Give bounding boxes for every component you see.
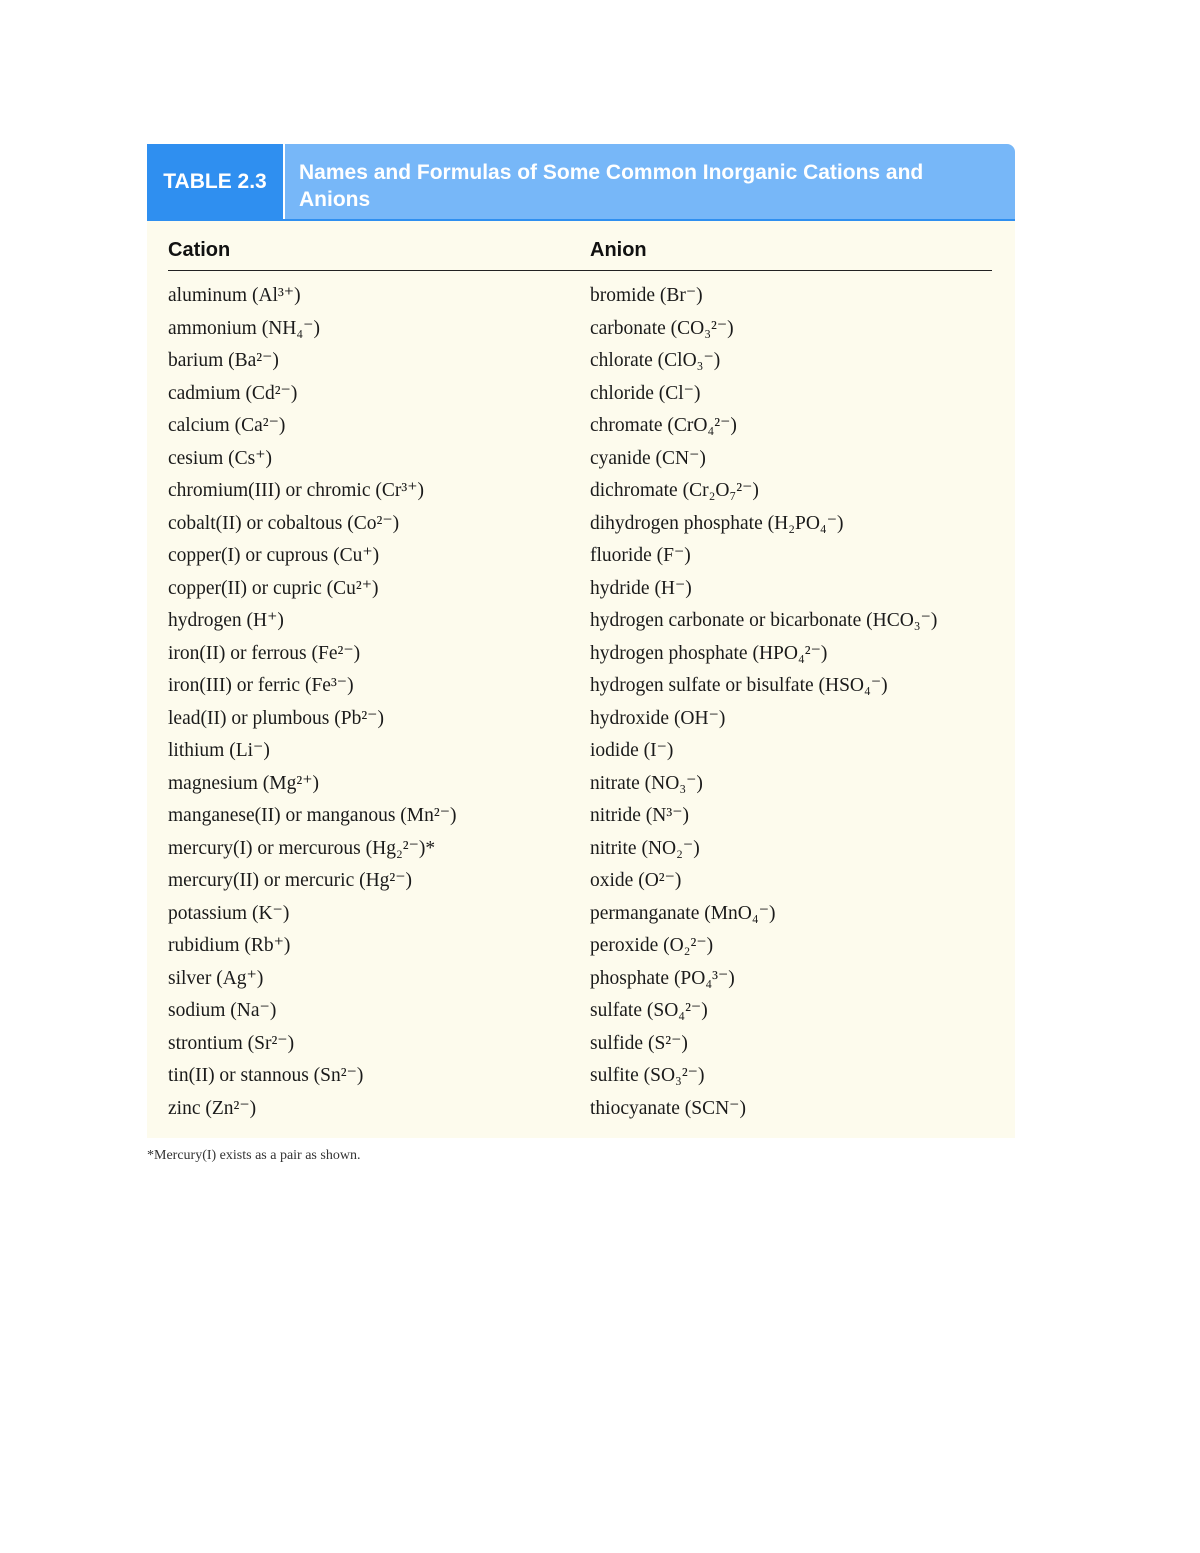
cation-row: potassium (K⁻)	[168, 902, 290, 924]
anion-row: hydrogen phosphate (HPO₄²⁻)	[590, 642, 828, 664]
cation-row: lithium (Li⁻)	[168, 740, 270, 761]
anion-row: dihydrogen phosphate (H₂PO₄⁻)	[590, 512, 844, 534]
anion-list	[590, 280, 1010, 1125]
table-footnote: *Mercury(I) exists as a pair as shown.	[147, 1148, 361, 1163]
cation-row: aluminum (Al³⁺)	[168, 285, 301, 306]
cation-row: iron(III) or ferric (Fe³⁻)	[168, 675, 354, 696]
anion-row: thiocyanate (SCN⁻)	[590, 1097, 746, 1119]
cation-row: cesium (Cs⁺)	[168, 447, 272, 469]
anion-row: sulfide (S²⁻)	[590, 1032, 688, 1054]
cation-row: lead(II) or plumbous (Pb²⁻)	[168, 707, 384, 729]
header-divider	[147, 219, 1015, 221]
cation-row: ammonium (NH₄⁻)	[168, 317, 320, 339]
anion-row: hydride (H⁻)	[590, 577, 692, 599]
anion-row: nitrite (NO₂⁻)	[590, 837, 700, 859]
anion-row: iodide (I⁻)	[590, 740, 674, 761]
anion-row: oxide (O²⁻)	[590, 870, 682, 891]
cation-row: mercury(I) or mercurous (Hg₂²⁻)*	[168, 837, 436, 859]
cation-row: strontium (Sr²⁻)	[168, 1032, 295, 1054]
anion-row: bromide (Br⁻)	[590, 285, 703, 306]
cation-list	[168, 280, 578, 1125]
anion-row: nitrate (NO₃⁻)	[590, 772, 703, 794]
anion-row: permanganate (MnO₄⁻)	[590, 902, 776, 924]
anion-row: fluoride (F⁻)	[590, 545, 691, 566]
cation-row: manganese(II) or manganous (Mn²⁻)	[168, 805, 457, 826]
table-label: TABLE 2.3	[147, 144, 285, 220]
cation-row: cobalt(II) or cobaltous (Co²⁻)	[168, 512, 400, 534]
cation-row: copper(II) or cupric (Cu²⁺)	[168, 577, 379, 599]
column-header-anion: Anion	[590, 239, 647, 261]
column-header-cation: Cation	[168, 239, 231, 261]
cation-row: cadmium (Cd²⁻)	[168, 382, 298, 404]
cation-row: iron(II) or ferrous (Fe²⁻)	[168, 642, 361, 664]
anion-row: nitride (N³⁻)	[590, 805, 689, 826]
cation-row: calcium (Ca²⁻)	[168, 415, 286, 436]
cation-row: magnesium (Mg²⁺)	[168, 772, 319, 794]
column-header-divider	[168, 270, 992, 271]
anion-row: hydrogen carbonate or bicarbonate (HCO₃⁻)	[590, 610, 938, 631]
cation-row: sodium (Na⁻)	[168, 1000, 277, 1021]
cation-row: chromium(III) or chromic (Cr³⁺)	[168, 480, 425, 501]
anion-row: cyanide (CN⁻)	[590, 447, 706, 469]
anion-row: chlorate (ClO₃⁻)	[590, 350, 721, 371]
table-card	[147, 144, 1015, 1138]
cation-row: mercury(II) or mercuric (Hg²⁻)	[168, 870, 413, 891]
anion-row: hydrogen sulfate or bisulfate (HSO₄⁻)	[590, 675, 888, 696]
anion-row: chromate (CrO₄²⁻)	[590, 415, 737, 436]
anion-row: dichromate (Cr₂O₇²⁻)	[590, 480, 759, 501]
anion-row: sulfate (SO₄²⁻)	[590, 1000, 708, 1021]
cation-row: barium (Ba²⁻)	[168, 350, 279, 371]
cation-row: rubidium (Rb⁺)	[168, 935, 291, 956]
cation-row: copper(I) or cuprous (Cu⁺)	[168, 545, 380, 566]
table-header	[147, 144, 1015, 220]
table-title: Names and Formulas of Some Common Inorganic Cations and Anions	[285, 144, 1015, 220]
cation-row: hydrogen (H⁺)	[168, 610, 284, 631]
cation-row: zinc (Zn²⁻)	[168, 1097, 257, 1119]
cation-row: tin(II) or stannous (Sn²⁻)	[168, 1065, 364, 1086]
cation-row: silver (Ag⁺)	[168, 967, 264, 989]
anion-row: peroxide (O₂²⁻)	[590, 935, 714, 956]
anion-row: sulfite (SO₃²⁻)	[590, 1065, 705, 1086]
anion-row: chloride (Cl⁻)	[590, 382, 701, 404]
anion-row: phosphate (PO₄³⁻)	[590, 967, 735, 989]
anion-row: hydroxide (OH⁻)	[590, 707, 726, 729]
anion-row: carbonate (CO₃²⁻)	[590, 317, 734, 339]
